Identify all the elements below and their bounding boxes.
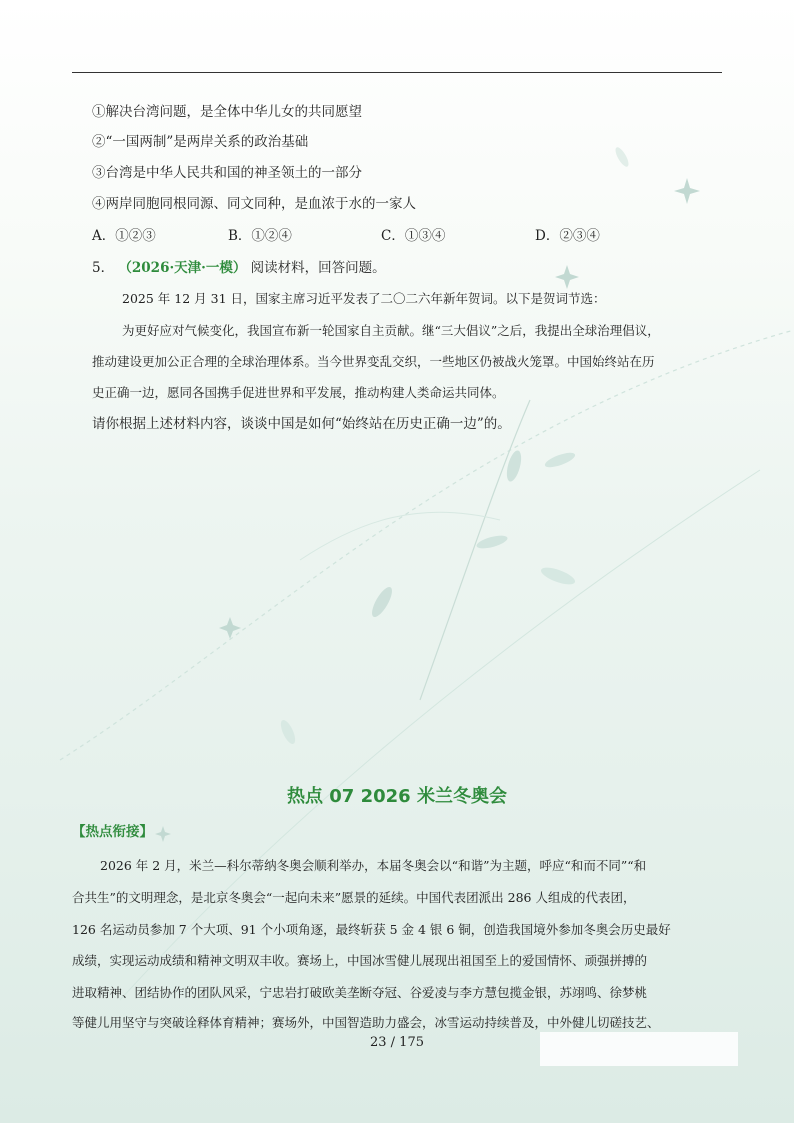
paragraph-line-5: 进取精神、团结协作的团队风采，宁忠岩打破欧美垄断夺冠、谷爱凌与李方慧包揽金银，苏翊鸣、徐梦桃	[72, 985, 648, 1000]
material-line-3: 史正确一边，愿同各国携手促进世界和平发展，推动构建人类命运共同体。	[92, 385, 505, 400]
statement-4: ④两岸同胞同根同源、同文同种，是血浓于水的一家人	[92, 196, 416, 212]
paragraph-line-4: 成绩，实现运动成绩和精神文明双丰收。赛场上，中国冰雪健儿展现出祖国至上的爱国情怀、顽强拼搏的	[72, 953, 648, 968]
paragraph-line-2: 合共生”的文明理念，是北京冬奥会“一起向未来”愿景的延续。中国代表团派出 286 人组成的代表团，	[72, 890, 636, 905]
header-rule	[72, 72, 722, 73]
question-source-tag: （2026·天津·一模）	[118, 260, 247, 276]
statement-3: ③台湾是中华人民共和国的神圣领土的一部分	[92, 165, 362, 181]
question-number: 5．	[92, 260, 115, 276]
material-line-2: 推动建设更加公正合理的全球治理体系。当今世界变乱交织，一些地区仍被战火笼罩。中国始终站在历	[92, 354, 655, 369]
answer-option-c: C．①③④	[381, 228, 446, 244]
paragraph-line-1: 2026 年 2 月，米兰—科尔蒂纳冬奥会顺利举办，本届冬奥会以“和谐”为主题，呼应“和而不同”“和	[100, 858, 647, 873]
paragraph-line-3: 126 名运动员参加 7 个大项、91 个小项角逐，最终斩获 5 金 4 银 6 铜，创造我国境外参加冬奥会历史最好	[72, 922, 671, 937]
question-ask: 请你根据上述材料内容，谈谈中国是如何“始终站在历史正确一边”的。	[92, 416, 511, 432]
statement-1: ①解决台湾问题，是全体中华儿女的共同愿望	[92, 104, 362, 120]
section-label: 【热点衔接】	[72, 824, 153, 840]
question-5-header	[92, 258, 386, 278]
page-number: 23 / 175	[370, 1035, 424, 1050]
material-intro: 2025 年 12 月 31 日，国家主席习近平发表了二〇二六年新年贺词。以下是贺词节选：	[122, 291, 606, 306]
statement-2: ②“一国两制”是两岸关系的政治基础	[92, 134, 309, 150]
answer-option-b: B．①②④	[228, 228, 292, 244]
material-line-1: 为更好应对气候变化，我国宣布新一轮国家自主贡献。继“三大倡议”之后，我提出全球治理倡议，	[122, 323, 660, 338]
section-title: 热点 07 2026 米兰冬奥会	[287, 786, 507, 807]
answer-option-a: A．①②③	[92, 228, 156, 244]
paragraph-line-6: 等健儿用坚守与突破诠释体育精神；赛场外，中国智造助力盛会，冰雪运动持续普及，中外健儿切磋技艺、	[72, 1015, 660, 1030]
answer-option-d: D．②③④	[535, 228, 600, 244]
question-prompt: 阅读材料，回答问题。	[250, 260, 386, 276]
